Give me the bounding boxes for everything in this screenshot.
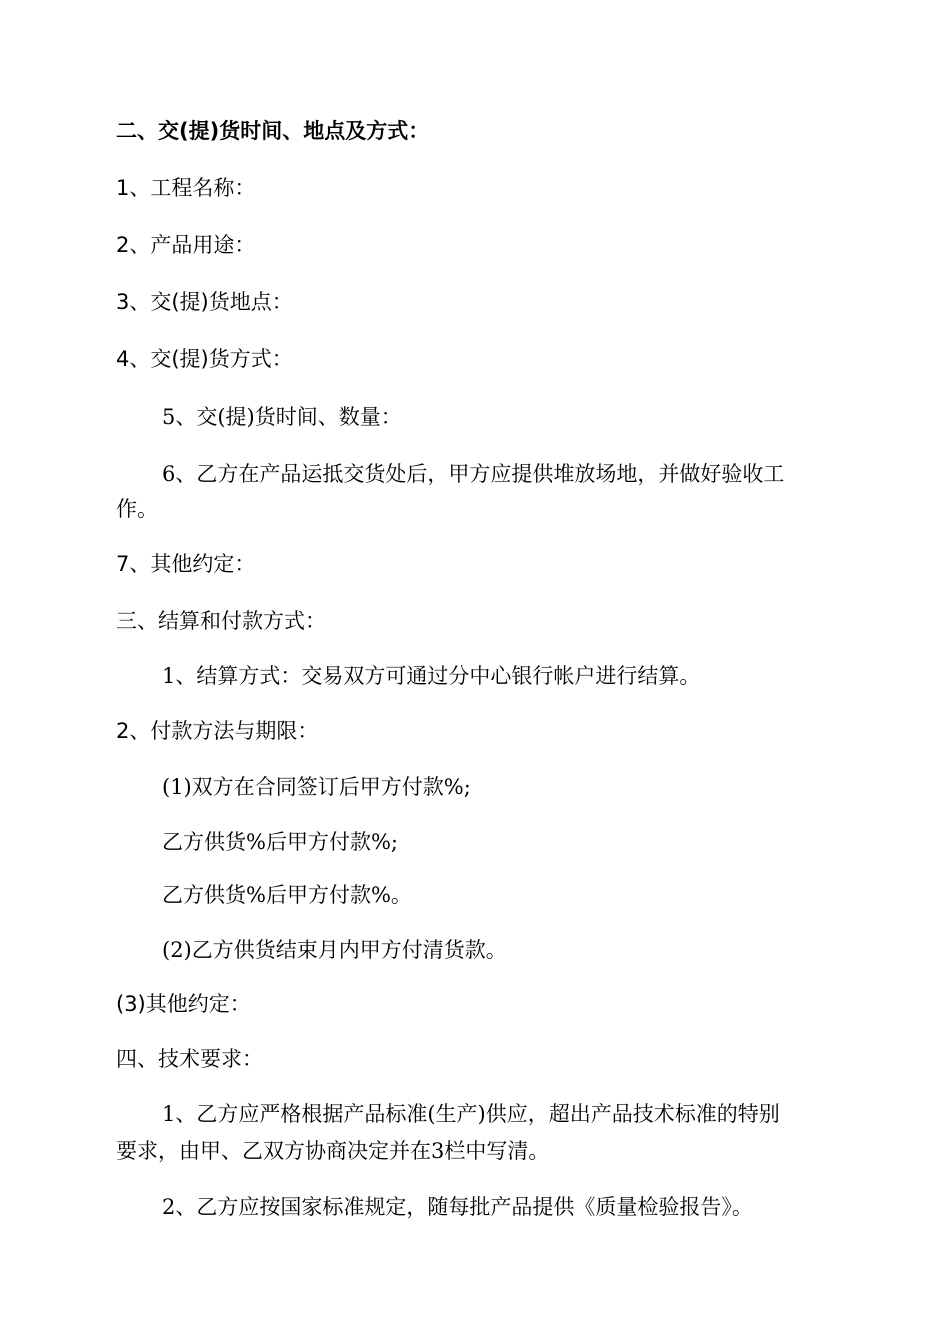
section-heading-technical: 四、技术要求： bbox=[116, 1047, 263, 1071]
clause-delivery-time-quantity: 5、交(提)货时间、数量： bbox=[162, 405, 402, 429]
clause-delivery-method: 4、交(提)货方式： bbox=[116, 347, 293, 371]
clause-payment-item3: (3)其他约定： bbox=[116, 992, 251, 1016]
clause-delivery-location: 3、交(提)货地点： bbox=[116, 290, 293, 314]
section-heading-settlement: 三、结算和付款方式： bbox=[116, 609, 326, 633]
clause-payment-terms: 2、付款方法与期限： bbox=[116, 719, 319, 743]
clause-project-name: 1、工程名称： bbox=[116, 176, 256, 200]
clause-acceptance-line2: 作。 bbox=[116, 497, 158, 521]
clause-quality-report: 2、乙方应按国家标准规定，随每批产品提供《质量检验报告》。 bbox=[162, 1195, 753, 1219]
section-heading-delivery: 二、交(提)货时间、地点及方式： bbox=[116, 119, 430, 143]
clause-payment-item1: (1)双方在合同签订后甲方付款%; bbox=[162, 775, 471, 799]
clause-settlement-method: 1、结算方式：交易双方可通过分中心银行帐户进行结算。 bbox=[162, 664, 701, 688]
clause-acceptance-line1: 6、乙方在产品运抵交货处后，甲方应提供堆放场地，并做好验收工 bbox=[162, 462, 785, 486]
clause-product-usage: 2、产品用途： bbox=[116, 233, 256, 257]
clause-payment-item1-c: 乙方供货%后甲方付款%。 bbox=[162, 883, 412, 907]
clause-technical-standard-line1: 1、乙方应严格根据产品标准(生产)供应，超出产品技术标准的特别 bbox=[162, 1102, 780, 1126]
clause-payment-item1-b: 乙方供货%后甲方付款%; bbox=[162, 830, 398, 854]
clause-payment-item2: (2)乙方供货结束月内甲方付清货款。 bbox=[162, 938, 507, 962]
clause-technical-standard-line2: 要求，由甲、乙双方协商决定并在3栏中写清。 bbox=[116, 1139, 550, 1163]
clause-other-agreement: 7、其他约定： bbox=[116, 552, 256, 576]
